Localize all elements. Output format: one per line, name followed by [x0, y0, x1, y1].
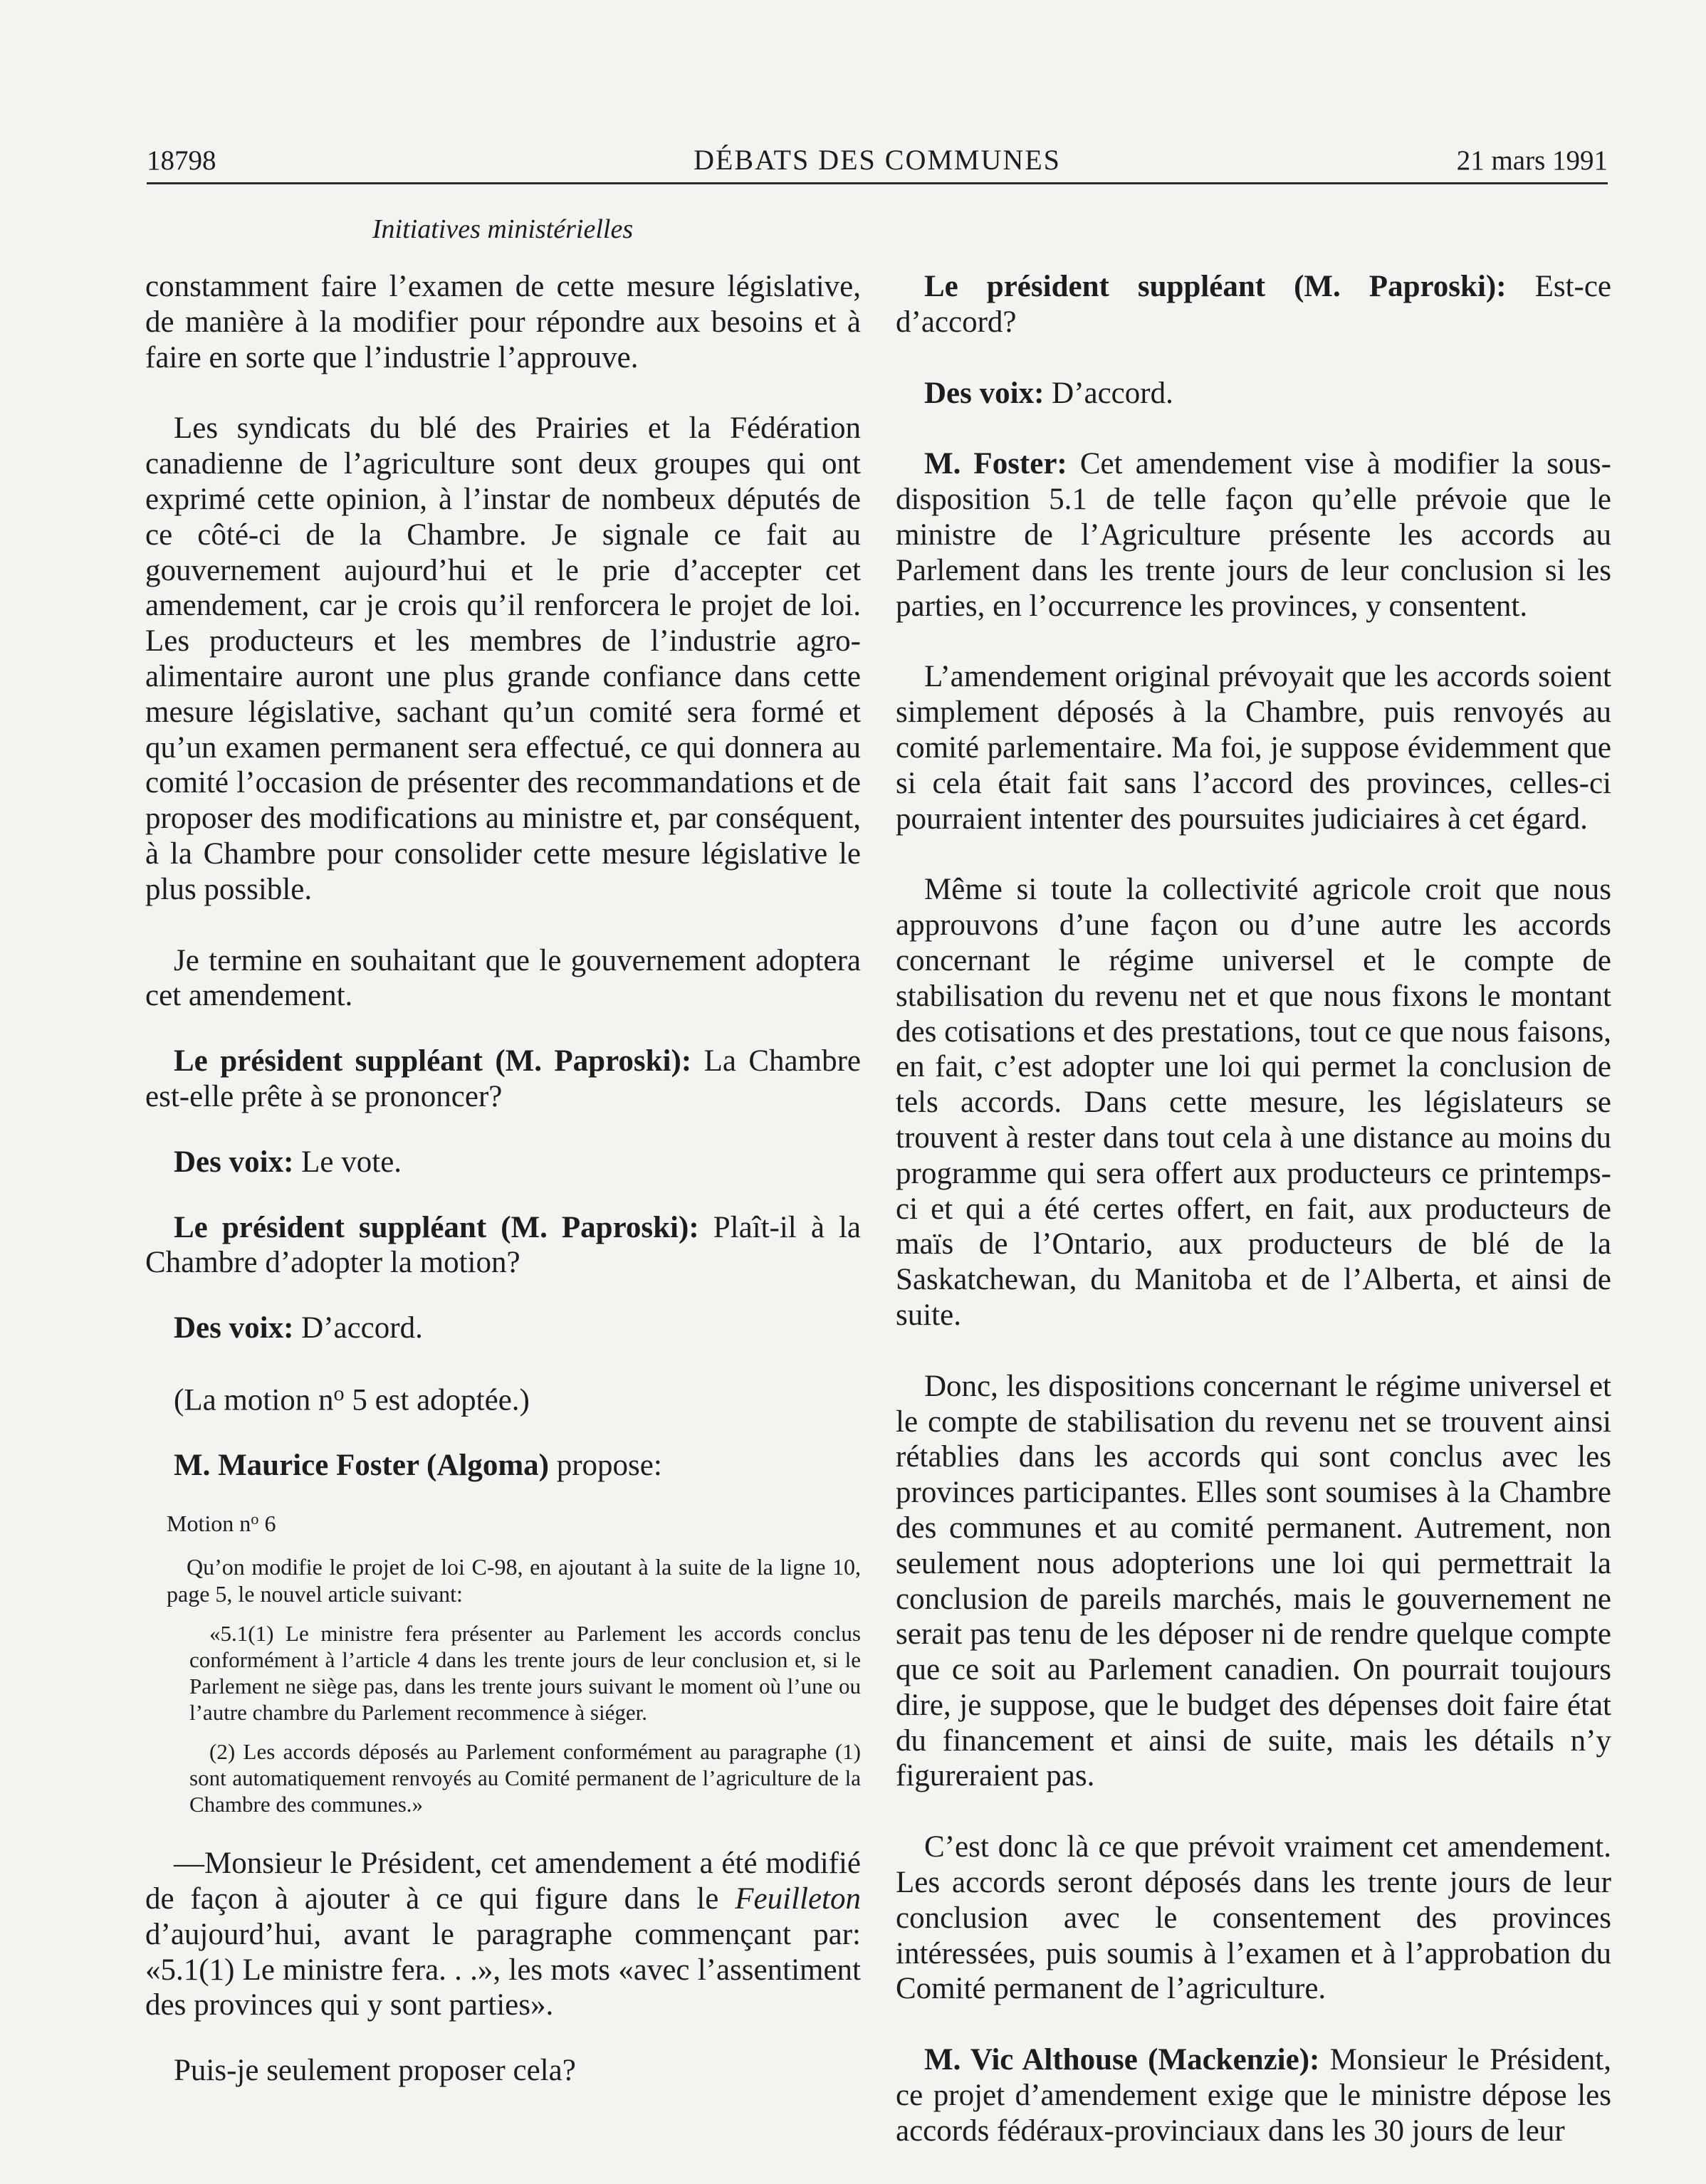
right-column: [896, 269, 1611, 2149]
speech: [896, 376, 1611, 411]
paragraph: [145, 1846, 861, 2023]
motion-result-text: 5 est adoptée.): [344, 1383, 530, 1417]
speaker-name: M. Maurice Foster (Algoma): [174, 1449, 549, 1483]
motion-text: Qu’on modifie le projet de loi C-98, en ajoutant à la suite de la ligne 10, page 5, le nouvel article suivant:: [167, 1554, 861, 1607]
speech: [145, 1145, 861, 1180]
quoted-article: «5.1(1) Le ministre fera présenter au Parlement les accords conclus conformément à l’article 4 dans les trente jours de leur conclusion et, si le Parlement ne siège pas, dans les trente jours suivant le moment où l’une ou l’autre chambre du Parlement recommence à siéger.: [189, 1621, 861, 1726]
publication-title: DÉBATS DES COMMUNES: [694, 144, 1061, 176]
superscript: o: [251, 1510, 259, 1528]
speaker-name: Le président suppléant (M. Paproski):: [924, 270, 1507, 303]
speech-text: Est-ce d’accord?: [896, 270, 1612, 339]
page-number: 18798: [147, 145, 216, 176]
speaker-name: Des voix:: [924, 376, 1045, 410]
speech-text: Cet amendement vise à modifier la sous-disposition 5.1 de telle façon qu’elle prévoie que le ministre de l’Agriculture présente les accords au Parlement dans les trente jours de leur conclusion si les parties, en l’occurrence les provinces, y consentent.: [896, 447, 1611, 623]
paragraph: Je termine en souhaitant que le gouvernement adoptera cet amendement.: [145, 943, 861, 1013]
speaker-name: Le président suppléant (M. Paproski):: [174, 1210, 699, 1244]
speaker-name: M. Vic Althouse (Mackenzie):: [924, 2043, 1320, 2077]
motion-result-text: (La motion n: [174, 1383, 334, 1417]
speaker-name: Le président suppléant (M. Paproski):: [174, 1044, 692, 1078]
left-column: [145, 269, 861, 2089]
paragraph: Donc, les dispositions concernant le régime universel et le compte de stabilisation du revenu net se trouvent ainsi rétablies dans les accords qui sont conclus avec les provinces participantes. Elles sont soumises à la Chambre des communes et au comité permanent. Autrement, non seulement nous adopterions une loi qui permettrait la conclusion de pareils marchés, mais le gouvernement ne serait pas tenu de les déposer ni de rendre quelque compte que ce soit au Parlement canadien. On pourrait toujours dire, je suppose, que le budget des dépenses doit faire état du financement et ainsi de suite, mais les détails n’y figureraient pas.: [896, 1369, 1611, 1793]
speech: [145, 1044, 861, 1115]
issue-date: 21 mars 1991: [1456, 145, 1608, 176]
speaker-name: Des voix:: [174, 1311, 294, 1345]
quoted-article: (2) Les accords déposés au Parlement conformément au paragraphe (1) sont automatiquement renvoyés au Comité permanent de l’agriculture de la Chambre des communes.»: [189, 1739, 861, 1817]
motion-result: [145, 1376, 861, 1418]
speech: [145, 1448, 861, 1484]
motion-label: [145, 1505, 861, 1538]
speech-text: Le vote.: [293, 1145, 402, 1179]
paragraph: constamment faire l’examen de cette mesure législative, de manière à la modifier pour répondre aux besoins et à faire en sorte que l’industrie l’approuve.: [145, 270, 861, 374]
paragraph: C’est donc là ce que prévoit vraiment cet amendement. Les accords seront déposés dans les trente jours de leur conclusion avec le consentement des provinces intéressées, puis soumis à l’examen et à l’approbation du Comité permanent de l’agriculture.: [896, 1830, 1611, 2006]
superscript: o: [333, 1380, 345, 1405]
motion-label-text: 6: [258, 1511, 276, 1537]
speech: [896, 446, 1611, 624]
speaker-name: M. Foster:: [924, 447, 1067, 481]
speech: [896, 2042, 1611, 2148]
speech-text: La Chambre est-elle prête à se prononcer?: [145, 1044, 861, 1113]
speech-text: propose:: [548, 1449, 662, 1483]
italic-term: Feuilleton: [735, 1881, 861, 1916]
speech-text: Monsieur le Président, ce projet d’amendement exige que le ministre dépose les accords fédéraux-provinciaux dans les 30 jours de leur: [896, 2043, 1611, 2148]
speech: [145, 1311, 861, 1346]
paragraph: Même si toute la collectivité agricole croit que nous approuvons d’une façon ou d’une autre les accords concernant le régime universel et le compte de stabilisation du revenu net et que nous fixons le montant des cotisations et des prestations, tout ce que nous faisons, en fait, c’est adopter une loi qui permet la conclusion de tels accords. Dans cette mesure, les législateurs se trouvent à rester dans tout cela à une distance au moins du programme qui sera offert aux producteurs ce printemps-ci et qui a été certes offert, en fait, aux producteurs de maïs de l’Ontario, aux producteurs de blé de la Saskatchewan, du Manitoba et de l’Alberta, et ainsi de suite.: [896, 873, 1611, 1332]
page-header: [147, 140, 1608, 184]
speech-text: D’accord.: [1044, 376, 1173, 410]
section-title: Initiatives ministérielles: [372, 214, 634, 244]
paragraph-text: —Monsieur le Président, cet amendement a été modifié de façon à ajouter à ce qui figure dans le: [145, 1847, 861, 1916]
paragraph: L’amendement original prévoyait que les accords soient simplement déposés à la Chambre, puis renvoyés au comité parlementaire. Ma foi, je suppose évidemment que si cela était fait sans l’accord des provinces, celles-ci pourraient intenter des poursuites judiciaires à cet égard.: [896, 660, 1611, 836]
paragraph: Puis-je seulement proposer cela?: [174, 2054, 576, 2088]
speech-text: D’accord.: [293, 1311, 423, 1345]
motion-label-text: Motion n: [167, 1511, 251, 1537]
paragraph: Les syndicats du blé des Prairies et la Fédération canadienne de l’agriculture sont deux groupes qui ont exprimé cette opinion, à l’instar de nombeux députés de ce côté-ci de la Chambre. Je signale ce fait au gouvernement aujourd’hui et le prie d’accepter cet amendement, car je crois qu’il renforcera le projet de loi. Les producteurs et les membres de l’industrie agro-alimentaire auront une plus grande confiance dans cette mesure législative, sachant qu’un comité sera formé et qu’un examen permanent sera effectué, ce qui donnera au comité l’occasion de présenter des recommandations et de proposer des modifications au ministre et, par conséquent, à la Chambre pour consolider cette mesure législative le plus possible.: [145, 411, 861, 906]
speech: [896, 269, 1611, 340]
speaker-name: Des voix:: [174, 1145, 294, 1179]
speech: [145, 1210, 861, 1281]
speech-text: Plaît-il à la Chambre d’adopter la motion?: [145, 1210, 861, 1280]
paragraph-text: d’aujourd’hui, avant le paragraphe commençant par: «5.1(1) Le ministre fera. . .», les mots «avec l’assentiment des provinces qui y sont parties».: [145, 1917, 861, 2022]
